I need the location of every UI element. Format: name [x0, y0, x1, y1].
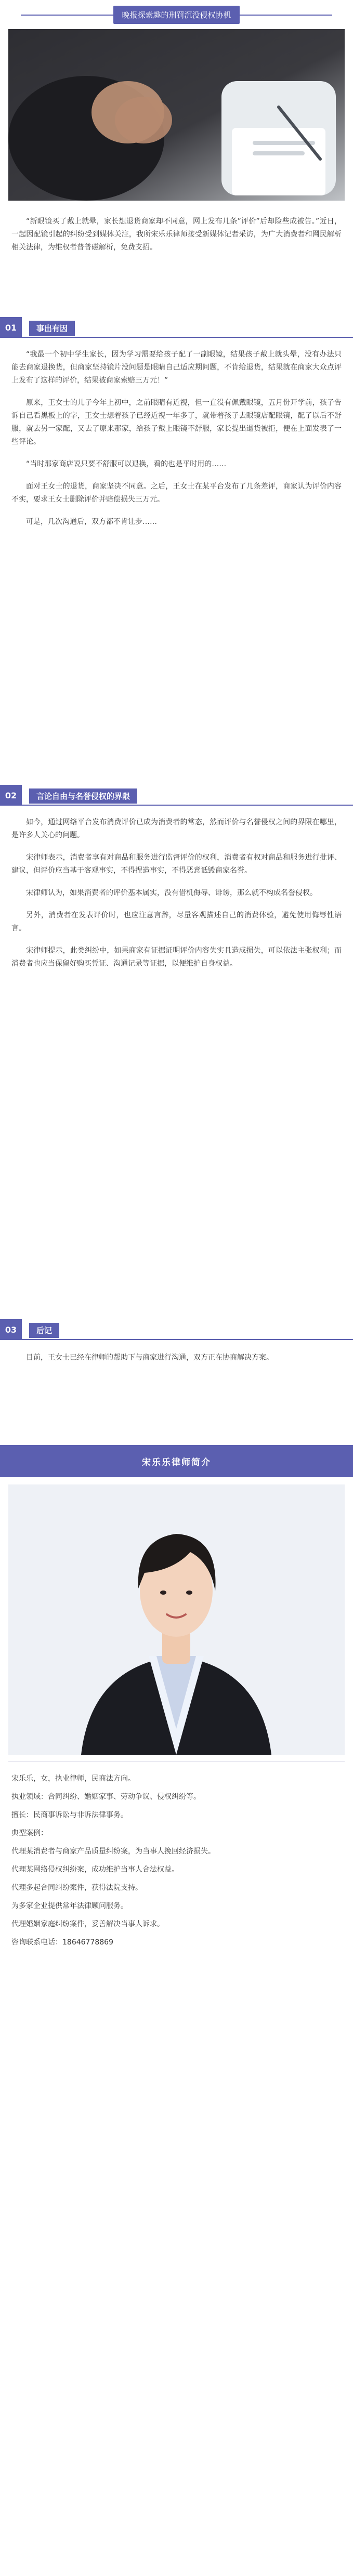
paragraph: 宋律师认为，如果消费者的评价基本属实，没有借机侮辱、诽谤，那么就不构成名誉侵权。 — [26, 889, 317, 897]
bio-line: 擅长：民商事诉讼与非诉法律事务。 — [11, 1811, 128, 1819]
section-rule — [22, 805, 353, 806]
case-item: 代理某消费者与商家产品质量纠纷案，为当事人挽回经济损失。 — [11, 1847, 215, 1856]
section-number: 03 — [0, 1319, 22, 1340]
section-number: 01 — [0, 317, 22, 338]
title-bar — [0, 0, 353, 29]
section-rule — [22, 337, 353, 338]
hero-photo — [8, 29, 345, 201]
paragraph: 宋律师表示，消费者享有对商品和服务进行监督评价的权利，消费者有权对商品和服务进行批评、建议，但评价应当基于客观事实，不得捏造事实，不得恶意诋毁商家名誉。 — [11, 853, 342, 875]
paragraph: 如今，通过网络平台发布消费评价已成为消费者的常态，然而评价与名誉侵权之间的界限在哪里，是许多人关心的问题。 — [11, 818, 342, 839]
lawyer-portrait — [8, 1484, 345, 1755]
contact-line — [11, 1936, 342, 1949]
separator — [8, 1761, 345, 1762]
case-item: 代理婚姻家庭纠纷案件，妥善解决当事人诉求。 — [11, 1920, 164, 1928]
bio-line: 宋乐乐，女，执业律师，民商法方向。 — [11, 1775, 135, 1783]
paragraph: “我最一个初中学生家长，因为学习需要给孩子配了一副眼镜，结果孩子戴上就头晕，没有办法只能去商家退换货，但商家坚持镜片没问题是眼睛自己适应期问题，不肯给退货，结果就在商家大众点评上发布了这样的评价，结果被商家索赔三万元！” — [11, 350, 342, 385]
paragraph: 原来，王女士的儿子今年上初中，之前眼睛有近视，但一直没有佩戴眼镜，五月份开学前，孩子告诉自己看黑板上的字，王女士想着孩子已经近视一年多了，就带着孩子去眼镜店配眼镜，配了以后不舒服，就去另一家配，又去了原来那家，给孩子戴上眼镜不舒服，家长提出退货被拒，便在上面发表了一些评论。 — [11, 399, 342, 446]
header-tag: 晚报探索趣的刑罚沉没侵权协机 — [113, 6, 239, 24]
paragraph: 目前，王女士已经在律师的帮助下与商家进行沟通，双方正在协商解决方案。 — [26, 1353, 273, 1362]
banner-title: 宋乐乐律师简介 — [142, 1457, 211, 1468]
section-rule — [22, 1339, 353, 1340]
section-number: 02 — [0, 785, 22, 806]
section-03-body — [11, 1351, 342, 1374]
case-item: 代理某网络侵权纠纷案，成功维护当事人合法权益。 — [11, 1865, 179, 1874]
section-02-body — [11, 816, 342, 980]
section-01 — [0, 317, 353, 338]
intro-text — [11, 215, 342, 264]
bio-section — [11, 1772, 342, 1954]
paragraph: 宋律师提示，此类纠纷中，如果商家有证据证明评价内容失实且造成损失，可以依法主张权利；而消费者也应当保留好购买凭证、沟通记录等证据，以便维护自身权益。 — [11, 947, 342, 968]
paragraph: “当时那家商店说只要不舒服可以退换，看的也是平时用的…… — [26, 460, 227, 468]
case-item: 为多家企业提供常年法律顾问服务。 — [11, 1902, 128, 1910]
paragraph: 可是，几次沟通后，双方都不肯让步…… — [26, 518, 157, 526]
bio-line: 典型案例： — [11, 1829, 48, 1837]
case-item: 代理多起合同纠纷案件，获得法院支持。 — [11, 1884, 142, 1892]
intro-paragraph: “新眼镜买了戴上就晕，家长想退货商家却不同意，网上发布几条”评价”后却险些成被告。”近日，一起因配镜引起的纠纷受到媒体关注，我所宋乐乐律师接受新媒体记者采访，为广大消费者和网民解析相关法律，为维权者普普磁解析，免费支招。 — [11, 217, 342, 252]
paragraph: 另外，消费者在发表评价时，也应注意言辞，尽量客观描述自己的消费体验，避免使用侮辱性语言。 — [11, 911, 342, 932]
profile-banner — [0, 1445, 353, 1477]
section-03 — [0, 1319, 353, 1340]
section-title: 言论自由与名誉侵权的界限 — [29, 788, 137, 804]
section-01-body — [11, 348, 342, 538]
bio-line: 执业领域：合同纠纷、婚姻家事、劳动争议、侵权纠纷等。 — [11, 1793, 201, 1801]
contact-label: 咨询联系电话： — [11, 1938, 62, 1947]
paragraph: 面对王女士的退货，商家坚决不同意。之后，王女士在某平台发布了几条差评，商家认为评价内容不实，要求王女士删除评价并赔偿损失三万元。 — [11, 482, 342, 504]
section-02 — [0, 785, 353, 806]
section-title: 后记 — [29, 1323, 59, 1338]
contact-phone: 18646778869 — [62, 1938, 113, 1947]
section-title: 事出有因 — [29, 321, 75, 336]
